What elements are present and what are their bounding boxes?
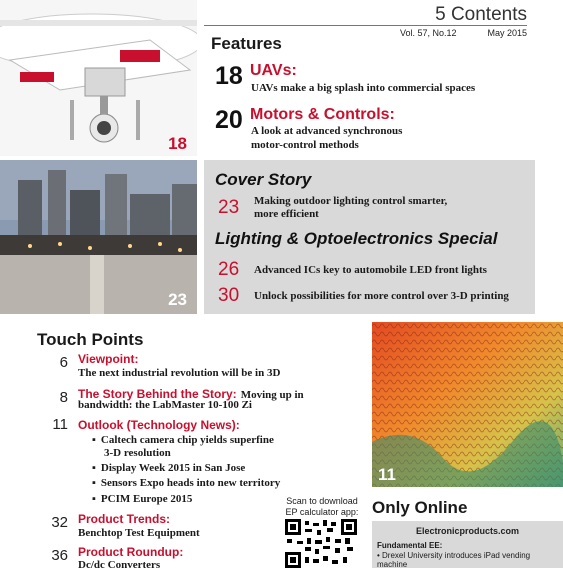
terrain-page-number: 11 — [378, 465, 396, 484]
tp-title-link[interactable]: The Story Behind the Story: — [78, 387, 237, 401]
special-number: 30 — [218, 285, 240, 306]
features-heading: Features — [211, 34, 282, 53]
issue-volume: Vol. 57, No.12 — [400, 28, 457, 38]
online-item-text[interactable]: Drexel University introduces iPad vending machine — [377, 551, 531, 569]
drone-illustration — [0, 0, 197, 156]
tp-title-link[interactable]: Viewpoint: — [78, 352, 139, 366]
news-bullet[interactable]: ▪ Display Week 2015 in San Jose — [92, 462, 245, 475]
tp-number: 36 — [51, 547, 68, 564]
feature-title-link[interactable]: Motors & Controls: — [250, 106, 395, 123]
city-page-number: 23 — [168, 290, 187, 309]
qr-label-line: Scan to download — [286, 496, 358, 506]
tp-text: Moving up in — [240, 389, 304, 401]
special-heading: Lighting & Optoelectronics Special — [215, 229, 498, 248]
bullet-icon: • — [377, 551, 383, 560]
touch-points-heading: Touch Points — [37, 330, 144, 349]
tp-title-link[interactable]: Product Roundup: — [78, 545, 184, 559]
terrain-photo[interactable] — [372, 322, 563, 487]
qr-label — [284, 496, 360, 518]
online-subheading: Fundamental EE: — [377, 541, 443, 550]
feature-description: motor-control methods — [251, 139, 359, 151]
page-title: 5 Contents — [435, 4, 527, 25]
news-bullet[interactable]: ▪ Sensors Expo heads into new territory — [92, 477, 280, 490]
cover-story-link[interactable]: more efficient — [254, 208, 319, 220]
website-link[interactable]: Electronicproducts.com — [415, 526, 520, 536]
issue-date: May 2015 — [487, 28, 527, 38]
special-link[interactable]: Advanced ICs key to automobile LED front lights — [254, 264, 487, 276]
tp-text: The next industrial revolution will be in 3D — [78, 367, 281, 379]
special-link[interactable]: Unlock possibilities for more control over 3-D printing — [254, 290, 509, 302]
tp-number: 8 — [59, 389, 68, 406]
cover-story-number: 23 — [218, 197, 240, 218]
qr-code-icon[interactable] — [285, 519, 357, 568]
tp-title-link[interactable]: Product Trends: — [78, 512, 171, 526]
feature-title-link[interactable]: UAVs: — [250, 62, 297, 79]
feature-number: 20 — [215, 106, 243, 134]
drone-photo[interactable] — [0, 0, 197, 156]
online-item[interactable] — [377, 551, 557, 569]
tp-text: Benchtop Test Equipment — [78, 527, 200, 539]
header-rule — [204, 25, 527, 26]
feature-description: UAVs make a big splash into commercial spaces — [251, 82, 476, 94]
drone-page-number: 18 — [168, 134, 187, 153]
city-photo[interactable] — [0, 160, 197, 314]
news-bullet[interactable]: ▪ PCIM Europe 2015 — [92, 493, 192, 506]
cover-story-heading: Cover Story — [215, 170, 312, 189]
cover-story-panel — [204, 160, 535, 314]
tp-number: 32 — [51, 514, 68, 531]
issue-meta — [400, 28, 527, 38]
feature-description: A look at advanced synchronous — [251, 125, 403, 137]
tp-text: bandwidth: the LabMaster 10-100 Zi — [78, 399, 252, 411]
only-online-heading: Only Online — [372, 498, 468, 517]
terrain-illustration — [372, 322, 563, 487]
tp-number: 6 — [59, 354, 68, 371]
special-number: 26 — [218, 259, 240, 280]
cover-story-link[interactable]: Making outdoor lighting control smarter, — [254, 195, 448, 207]
news-bullet-continued: 3-D resolution — [104, 447, 171, 459]
qr-label-line: EP calculator app: — [285, 507, 359, 517]
tp-text: Dc/dc Converters — [78, 559, 161, 571]
tp-number: 11 — [52, 416, 68, 433]
only-online-panel — [372, 521, 563, 568]
tp-title-link[interactable]: Outlook (Technology News): — [78, 418, 240, 432]
feature-number: 18 — [215, 62, 243, 90]
news-bullet[interactable]: ▪ Caltech camera chip yields superfine — [92, 434, 274, 447]
